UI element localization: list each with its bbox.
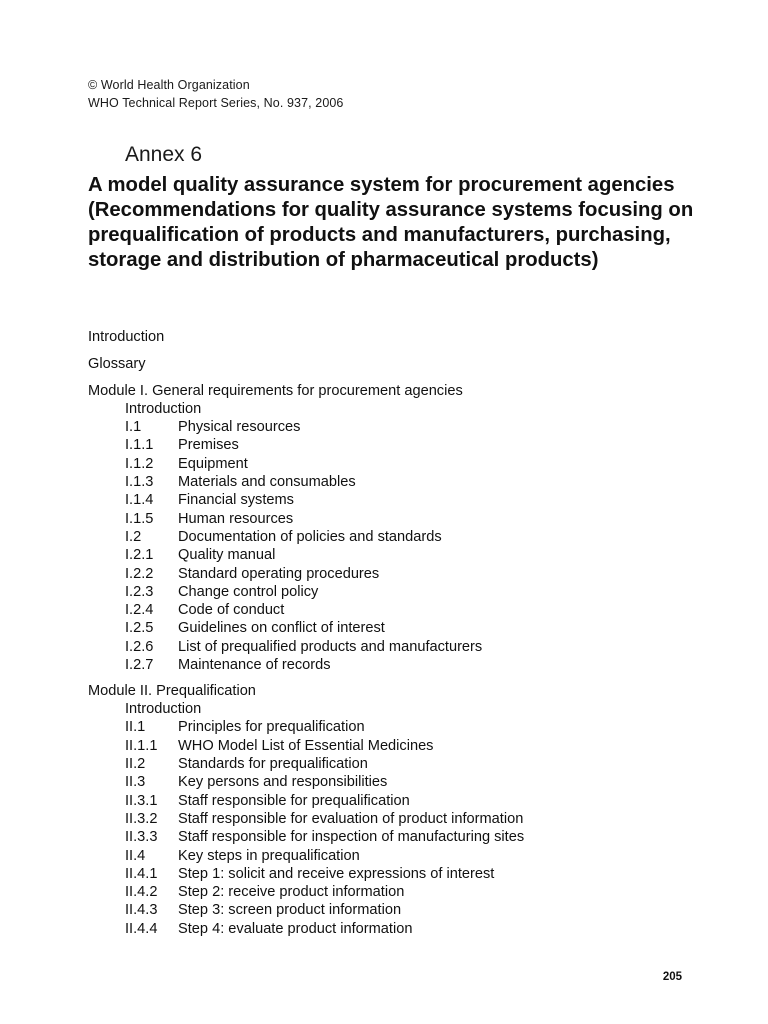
toc-entry — [88, 455, 708, 473]
toc-entry-number: I.2.2 — [125, 565, 154, 582]
toc-entry-number: I.1.5 — [125, 510, 154, 527]
toc-entry-number: II.4 — [125, 847, 146, 864]
toc-entry-number: II.4.1 — [125, 865, 158, 882]
toc-module-1-introduction: Introduction — [125, 400, 202, 417]
toc-entry-label: Step 2: receive product information — [178, 884, 405, 901]
toc-entry-number: I.1.1 — [125, 437, 154, 454]
annex-title: A model quality assurance system for procurement agencies (Recommendations for quality assurance systems focusing on prequalification of products and manufacturers, purchasing, storage and distribution of pharmaceutical products) — [88, 174, 694, 271]
toc-entry — [88, 436, 708, 454]
toc-module-1-title: Module I. General requirements for procurement agencies — [88, 382, 463, 399]
toc-entry-number: I.2.7 — [125, 657, 154, 674]
toc-entry-label: Key persons and responsibilities — [178, 774, 388, 791]
toc-entry-label: Change control policy — [178, 583, 319, 600]
toc-entry-label: Code of conduct — [178, 602, 285, 619]
toc-entry-label: Maintenance of records — [178, 657, 331, 674]
toc-entry-label: WHO Model List of Essential Medicines — [178, 737, 434, 754]
report-series: WHO Technical Report Series, No. 937, 2006 — [88, 96, 344, 110]
toc-glossary: Glossary — [88, 355, 146, 372]
toc-entry — [88, 773, 708, 791]
toc-entry — [88, 920, 708, 938]
toc-entry-number: I.2.4 — [125, 602, 154, 619]
toc-entry-number: I.1.2 — [125, 455, 154, 472]
toc-entry — [88, 418, 708, 436]
toc-introduction: Introduction — [88, 329, 165, 345]
toc-entry-label: Principles for prequalification — [178, 719, 365, 736]
toc-entry-label: Equipment — [178, 455, 248, 472]
toc-entry-number: I.2.3 — [125, 583, 154, 600]
toc-entry-label: List of prequalified products and manufacturers — [178, 638, 483, 655]
toc-entry-number: I.2.1 — [125, 547, 154, 564]
toc-entry-label: Key steps in prequalification — [178, 847, 360, 864]
toc-entry-number: II.1 — [125, 719, 146, 736]
toc-entry-label: Step 1: solicit and receive expressions of interest — [178, 865, 495, 882]
toc-entry-label: Step 4: evaluate product information — [178, 920, 413, 937]
toc-entry-number: II.4.4 — [125, 920, 158, 937]
table-of-contents — [88, 328, 708, 938]
toc-entry-number: I.2 — [125, 528, 142, 545]
toc-entry-label: Documentation of policies and standards — [178, 528, 442, 545]
toc-entry — [88, 546, 708, 564]
toc-entry — [88, 601, 708, 619]
toc-entry — [88, 792, 708, 810]
toc-entry-number: II.3.1 — [125, 792, 158, 809]
toc-module-2-introduction: Introduction — [125, 701, 202, 718]
toc-entry — [88, 828, 708, 846]
toc-entry-label: Financial systems — [178, 492, 294, 509]
toc-entry-label: Standard operating procedures — [178, 565, 380, 582]
toc-entry-label: Step 3: screen product information — [178, 902, 402, 919]
toc-module-2-title: Module II. Prequalification — [88, 682, 256, 699]
toc-entry — [88, 901, 708, 919]
toc-entry — [88, 565, 708, 583]
toc-entry-number: II.3.2 — [125, 810, 158, 827]
toc-entry-label: Guidelines on conflict of interest — [178, 620, 385, 637]
page-number: 205 — [662, 971, 682, 983]
toc-entry — [88, 638, 708, 656]
toc-entry-number: II.4.3 — [125, 902, 158, 919]
toc-entry — [88, 619, 708, 637]
toc-module-2-entries — [88, 718, 708, 938]
toc-entry-number: II.2 — [125, 756, 146, 773]
toc-entry-label: Standards for prequalification — [178, 756, 368, 773]
copyright-notice: © World Health Organization — [88, 78, 250, 92]
toc-entry-label: Staff responsible for inspection of manufacturing sites — [178, 829, 525, 846]
toc-entry — [88, 583, 708, 601]
toc-module-1-entries — [88, 418, 708, 674]
toc-entry — [88, 810, 708, 828]
toc-entry — [88, 510, 708, 528]
toc-entry — [88, 491, 708, 509]
toc-entry-number: I.1.4 — [125, 492, 154, 509]
toc-entry — [88, 865, 708, 883]
toc-entry — [88, 528, 708, 546]
toc-entry — [88, 718, 708, 736]
toc-entry-number: I.2.6 — [125, 638, 154, 655]
toc-entry-number: I.1.3 — [125, 474, 154, 491]
annex-label: Annex 6 — [125, 143, 203, 166]
toc-entry-number: I.1 — [125, 419, 142, 436]
toc-entry — [88, 847, 708, 865]
toc-entry-label: Staff responsible for prequalification — [178, 792, 410, 809]
toc-entry-number: II.3.3 — [125, 829, 158, 846]
toc-entry-number: II.1.1 — [125, 737, 158, 754]
toc-entry — [88, 883, 708, 901]
toc-entry-number: I.2.5 — [125, 620, 154, 637]
toc-entry — [88, 656, 708, 674]
toc-entry-label: Physical resources — [178, 419, 301, 436]
toc-entry-label: Quality manual — [178, 547, 276, 564]
toc-entry-number: II.4.2 — [125, 884, 158, 901]
toc-entry — [88, 737, 708, 755]
toc-entry — [88, 755, 708, 773]
toc-entry-number: II.3 — [125, 774, 146, 791]
toc-entry-label: Premises — [178, 437, 239, 454]
toc-entry-label: Materials and consumables — [178, 474, 356, 491]
toc-entry-label: Human resources — [178, 510, 294, 527]
toc-entry-label: Staff responsible for evaluation of product information — [178, 810, 524, 827]
toc-entry — [88, 473, 708, 491]
